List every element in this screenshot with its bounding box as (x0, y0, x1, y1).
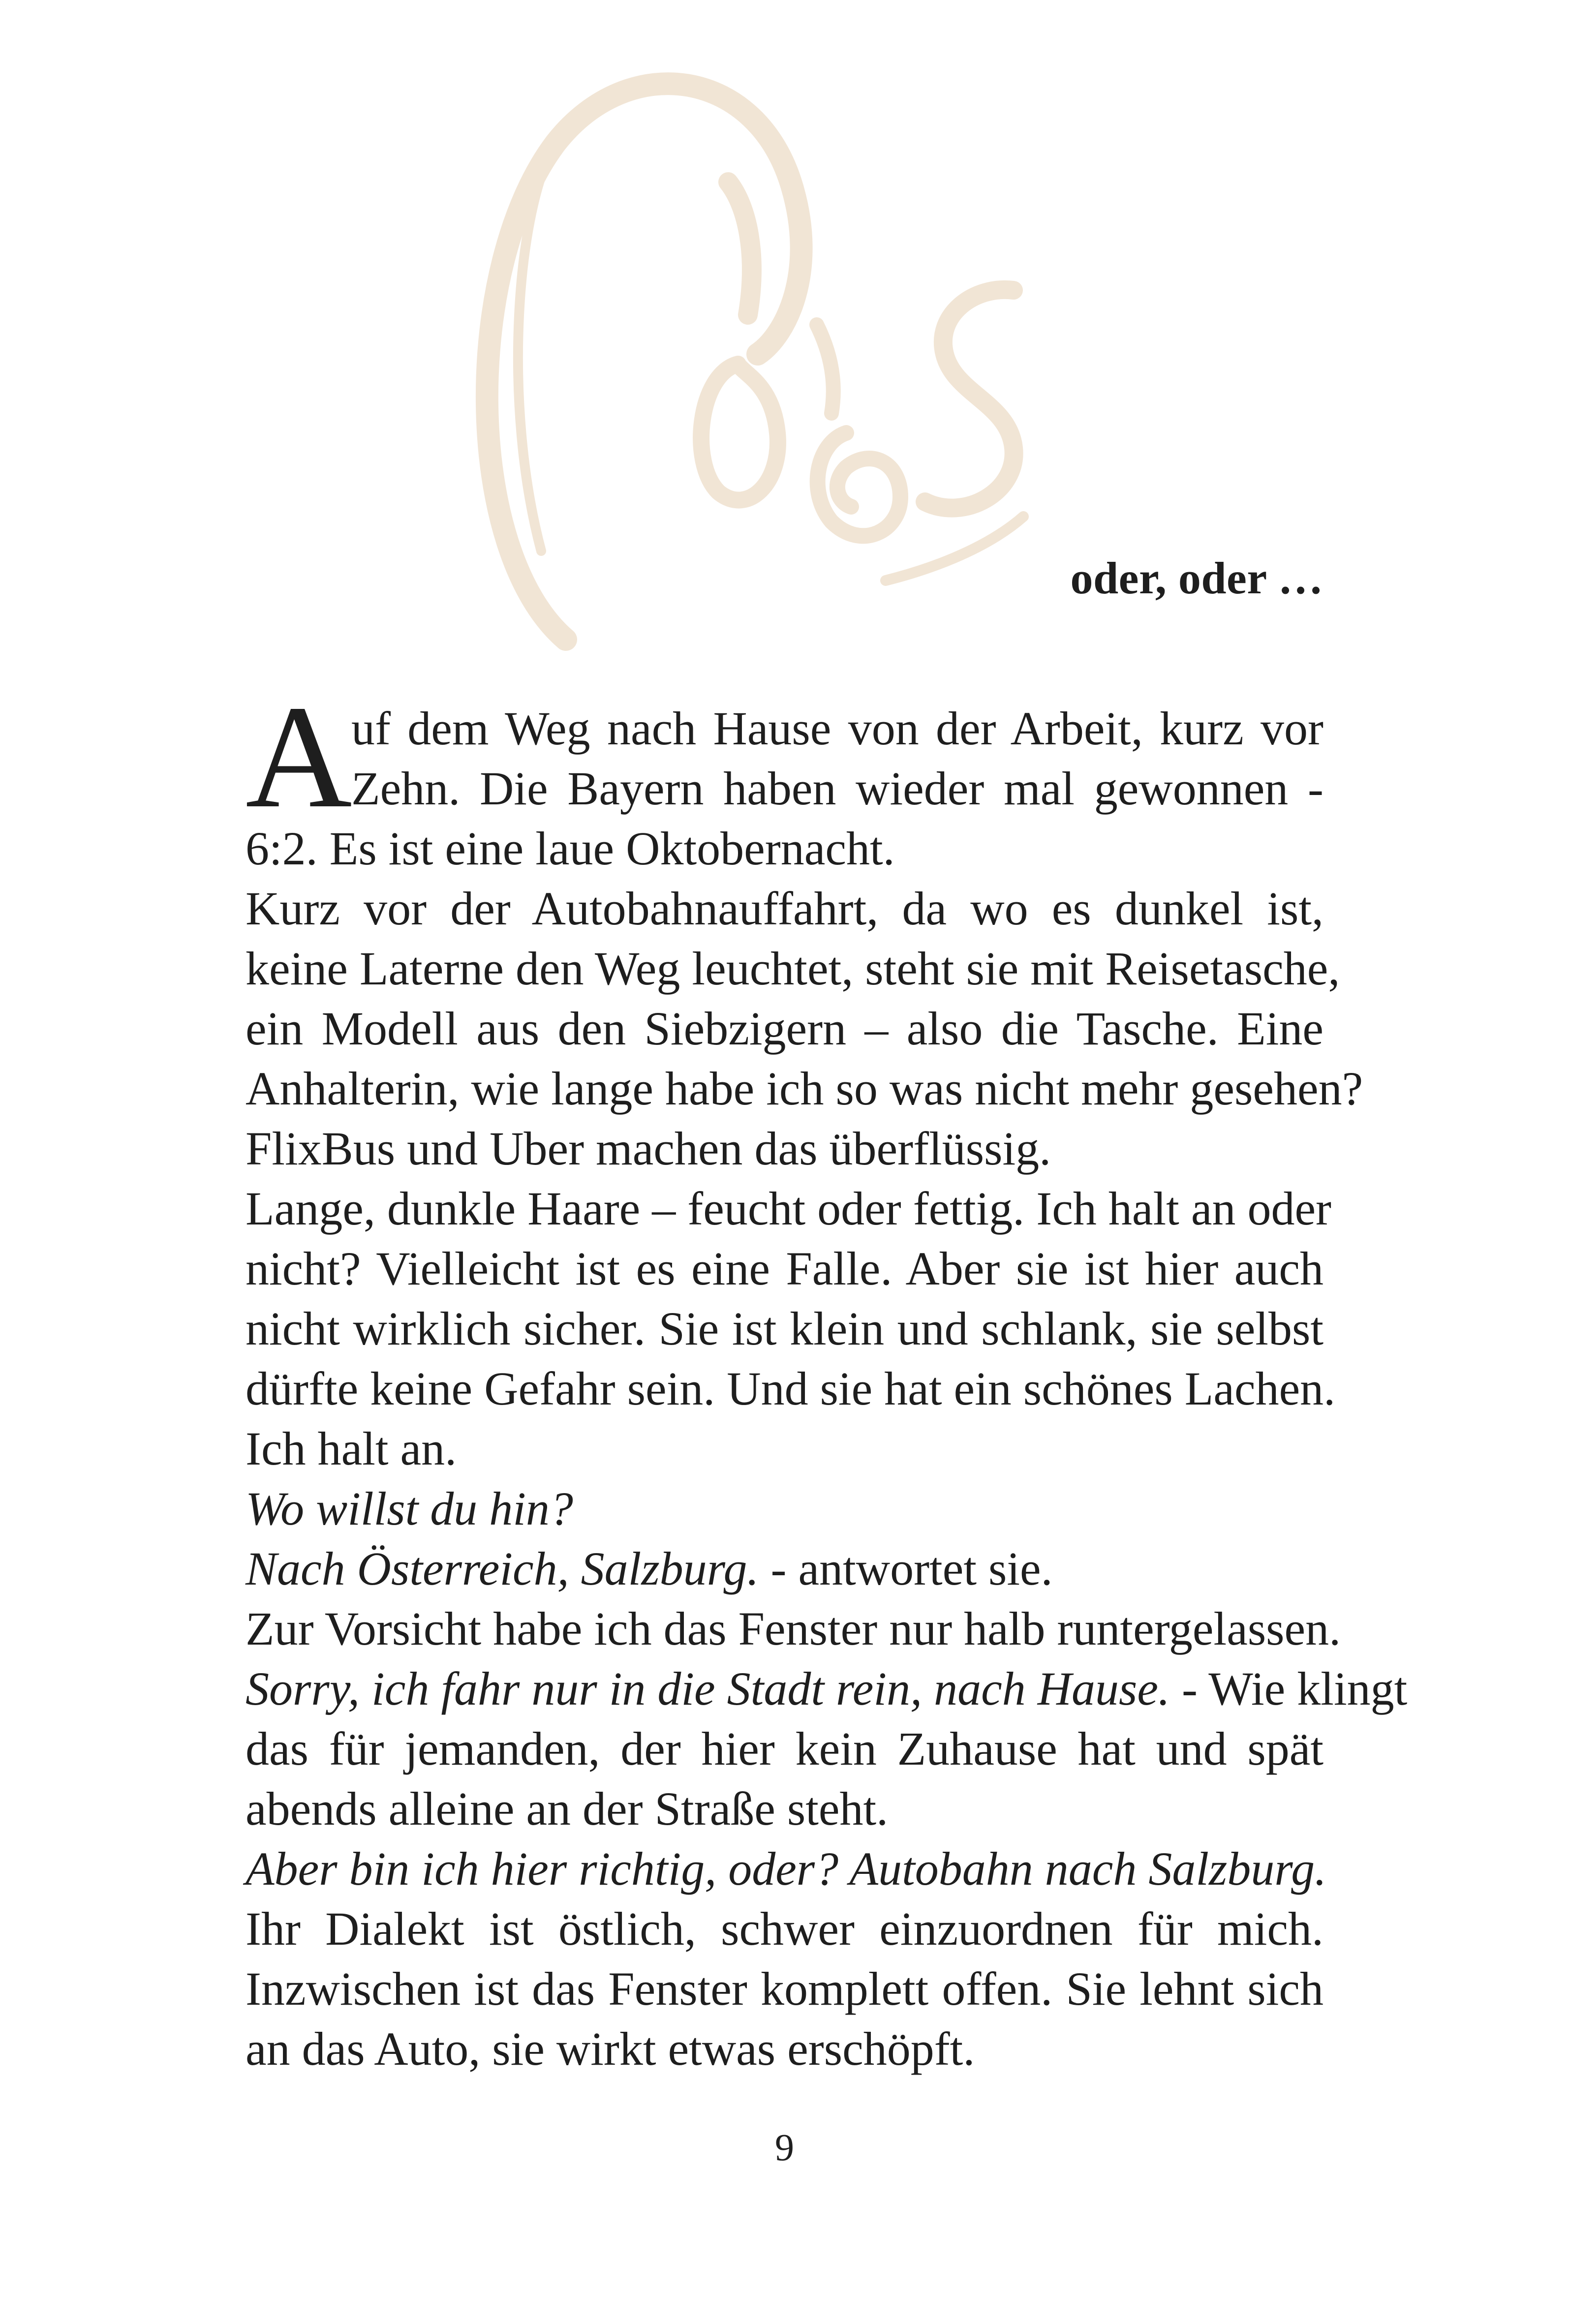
text-segment: Lange, dunkle Haare – feucht oder fettig. Ich halt an oder (246, 1182, 1332, 1235)
text-line (246, 1059, 1363, 1119)
text-line (246, 1359, 1336, 1419)
text-segment: Inzwischen ist das Fenster komplett offen. Sie lehnt sich (246, 1962, 1323, 2015)
text-line (246, 2019, 1323, 2079)
text-line (246, 879, 1323, 939)
page-number: 9 (775, 2126, 794, 2169)
text-line (246, 1659, 1408, 1719)
text-segment: das für jemanden, der hier kein Zuhause hat und spät (246, 1722, 1323, 1775)
text-line (246, 1179, 1332, 1239)
text-line (246, 1959, 1323, 2019)
text-segment: uf dem Weg nach Hause von der Arbeit, kurz vor (351, 702, 1323, 755)
dialogue-italic: Nach Österreich, Salzburg. (246, 1542, 759, 1595)
text-segment: abends alleine an der Straße steht. (246, 1782, 889, 1835)
text-line (246, 759, 1323, 819)
text-line (246, 999, 1323, 1059)
text-segment: ein Modell aus den Siebzigern – also die Tasche. Eine (246, 1002, 1323, 1055)
text-segment: an das Auto, sie wirkt etwas erschöpft. (246, 2022, 975, 2075)
text-segment: - antwortet sie. (759, 1542, 1053, 1595)
text-line (246, 1479, 1323, 1539)
text-line (246, 1119, 1323, 1179)
calligraphic-watermark (443, 59, 1132, 699)
text-segment: FlixBus und Uber machen das überflüssig. (246, 1122, 1051, 1175)
dialogue-italic: Wo willst du hin? (246, 1482, 573, 1535)
text-segment: 6:2. Es ist eine laue Oktobernacht. (246, 822, 895, 875)
text-segment: Anhalterin, wie lange habe ich so was nicht mehr gesehen? (246, 1062, 1363, 1115)
text-line (246, 1539, 1323, 1599)
text-line (246, 1839, 1327, 1899)
text-line (246, 1419, 1323, 1479)
text-line (246, 819, 1323, 879)
dialogue-italic: Sorry, ich fahr nur in die Stadt rein, nach Hause. (246, 1662, 1170, 1715)
text-segment: keine Laterne den Weg leuchtet, steht sie mit Reisetasche, (246, 942, 1340, 995)
text-line (246, 1719, 1323, 1779)
text-segment: Ich halt an. (246, 1422, 457, 1475)
text-line (246, 1239, 1323, 1299)
text-segment: nicht wirklich sicher. Sie ist klein und schlank, sie selbst (246, 1302, 1323, 1355)
text-line (246, 1899, 1323, 1959)
text-line (246, 939, 1340, 999)
text-line (246, 1599, 1341, 1659)
text-line (246, 1779, 1323, 1839)
text-segment: - Wie klingt (1169, 1662, 1408, 1715)
text-segment: Zehn. Die Bayern haben wieder mal gewonnen - (351, 762, 1323, 815)
text-segment: nicht? Vielleicht ist es eine Falle. Aber sie ist hier auch (246, 1242, 1323, 1295)
text-segment: Kurz vor der Autobahnauffahrt, da wo es dunkel ist, (246, 882, 1323, 935)
dialogue-italic: Aber bin ich hier richtig, oder? Autobahn nach Salzburg. (246, 1842, 1327, 1895)
body-text (246, 699, 1408, 2079)
text-segment: Zur Vorsicht habe ich das Fenster nur halb runtergelassen. (246, 1602, 1341, 1655)
text-segment: dürfte keine Gefahr sein. Und sie hat ein schönes Lachen. (246, 1362, 1336, 1415)
text-line (246, 1299, 1323, 1359)
drop-cap: A (246, 675, 352, 838)
text-line (246, 699, 1323, 759)
chapter-title: oder, oder … (1070, 552, 1323, 603)
text-segment: Ihr Dialekt ist östlich, schwer einzuordnen für mich. (246, 1902, 1323, 1955)
